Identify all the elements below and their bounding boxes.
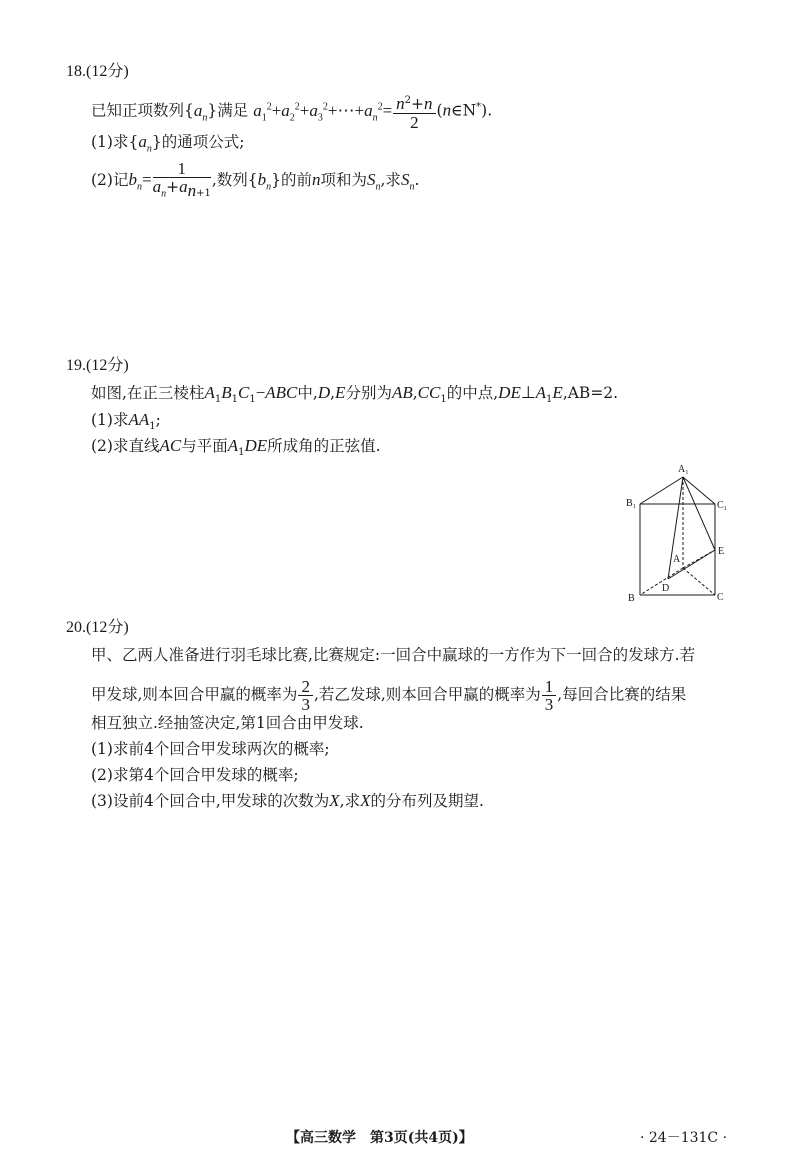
q20-part1: (1)求前4个回合甲发球两次的概率;	[91, 740, 330, 758]
footer-code: · 24－131C ·	[640, 1130, 728, 1146]
label-a: A	[673, 554, 681, 565]
q20-line3: 相互独立.经抽签决定,第1回合由甲发球.	[91, 714, 364, 732]
label-c: C	[717, 592, 724, 603]
q18-bn-fraction: $\frac{1}{a_n+a_{n+1}}$	[152, 159, 211, 201]
q19-line1: 如图,在正三棱柱$A_1B_1C_1-ABC$中,D,E分别为$AB,CC_1$的中点$,DE\perp A_1E,AB=2$.	[91, 383, 619, 406]
edge-a-e	[683, 550, 715, 568]
label-e: E	[718, 546, 725, 557]
label-b1: B₁	[626, 498, 637, 509]
q19-score: (12分)	[86, 357, 129, 374]
q18-score: (12分)	[86, 63, 129, 80]
label-c1: C₁	[717, 500, 728, 511]
q20-part3: (3)设前4个回合中,甲发球的次数为X,求X的分布列及期望.	[91, 791, 484, 810]
q20-line2: 甲发球,则本回合甲赢的概率为 $\frac{2}{3}$ ,若乙发球,则本回合甲赢的概率为 $\frac{1}{3}$ ,每回合比赛的结果	[91, 677, 687, 714]
q20-header	[66, 618, 129, 638]
edge-a-c	[683, 568, 715, 595]
q19-part1: (1)求$AA_1$;	[91, 410, 161, 433]
q20-line1: 甲、乙两人准备进行羽毛球比赛,比赛规定:一回合中赢球的一方作为下一回合的发球方.若	[91, 646, 696, 664]
q18-number: 18.	[66, 63, 86, 80]
q20-number: 20.	[66, 619, 86, 636]
q19-header	[66, 356, 129, 376]
q19-part2: (2)求直线AC与平面$A_1DE$所成角的正弦值.	[91, 436, 381, 459]
q18-sum-expression: $a_1^2+a_2^2+a_3^2+\cdots+a_n^2=$	[253, 100, 393, 123]
q18-intro: 已知正项数列$\{a_n\}$满足 $a_1^2+a_2^2+a_3^2+\cdots+a_n^2=$ $\frac{n^2+n}{2}$ (n∈N*).	[91, 92, 492, 131]
footer-page-info: 【高三数学 第3页(共4页)】	[286, 1130, 473, 1146]
q20-fraction-two-thirds: $\frac{2}{3}$	[298, 678, 313, 713]
q20-score: (12分)	[86, 619, 129, 636]
edge-a1-c1	[683, 477, 715, 504]
prism-figure	[620, 458, 730, 608]
edge-a1-e	[683, 477, 715, 550]
q19-number: 19.	[66, 357, 86, 374]
q20-part2: (2)求第4个回合甲发球的概率;	[91, 766, 299, 784]
q20-fraction-one-third: $\frac{1}{3}$	[542, 678, 557, 713]
label-a1: A₁	[678, 464, 689, 475]
label-d: D	[662, 583, 670, 594]
q18-part1: (1)求$\{a_n\}$的通项公式;	[91, 132, 245, 155]
q18-header	[66, 62, 129, 82]
q18-fraction: $\frac{n^2+n}{2}$	[393, 92, 435, 131]
q18-part2: (2)记$b_n=$ $\frac{1}{a_n+a_{n+1}}$ ,数列$\{b_n\}$的前n项和为$S_n$,求$S_n$.	[91, 160, 419, 202]
label-b: B	[628, 593, 635, 604]
edge-a1-b1	[640, 477, 683, 504]
